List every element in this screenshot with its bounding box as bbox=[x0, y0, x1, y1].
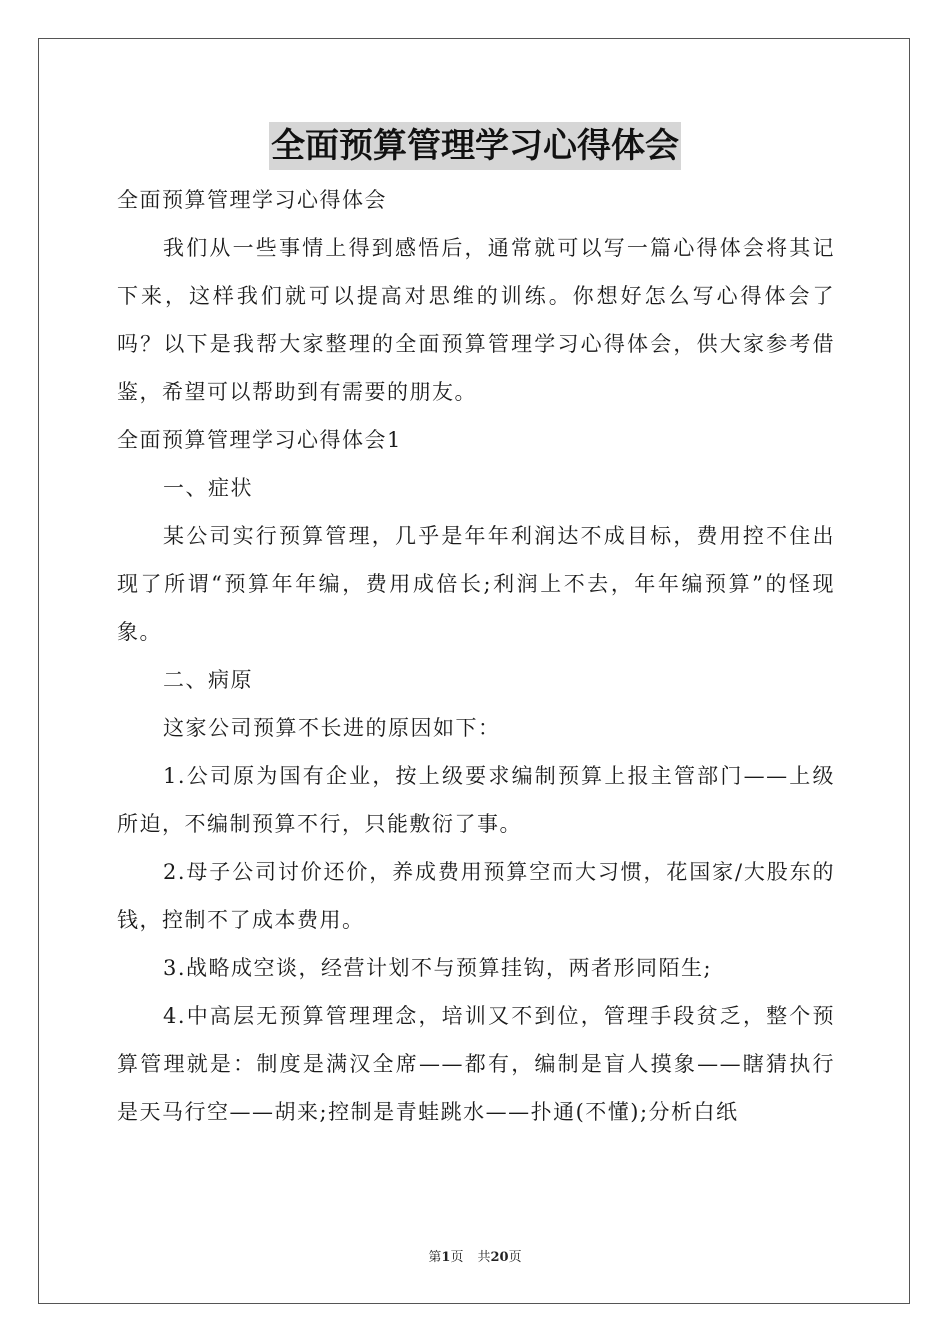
footer-page-prefix: 第 bbox=[428, 1250, 442, 1265]
document-body bbox=[117, 176, 835, 1136]
document-title bbox=[0, 122, 950, 170]
footer-total-suffix: 页 bbox=[508, 1250, 522, 1265]
document-title-text: 全面预算管理学习心得体会 bbox=[269, 122, 681, 170]
paragraph-cause-4: 4.中高层无预算管理理念，培训又不到位，管理手段贫乏，整个预算管理就是：制度是满汉全席——都有，编制是盲人摸象——瞎猜执行是天马行空——胡来;控制是青蛙跳水——扑通(不懂);分析白纸 bbox=[117, 1004, 835, 1124]
paragraph-cause-2: 2.母子公司讨价还价，养成费用预算空而大习惯，花国家/大股东的钱，控制不了成本费用。 bbox=[117, 860, 835, 932]
page-footer bbox=[0, 1246, 950, 1265]
paragraph-symptoms: 某公司实行预算管理，几乎是年年利润达不成目标，费用控不住出现了所谓“预算年年编，费用成倍长;利润上不去，年年编预算”的怪现象。 bbox=[117, 524, 835, 644]
paragraph-cause-1: 1.公司原为国有企业，按上级要求编制预算上报主管部门——上级所迫，不编制预算不行，只能敷衍了事。 bbox=[117, 764, 835, 836]
paragraph-subheading-symptoms: 一、症状 bbox=[163, 476, 253, 500]
paragraph-causes-intro: 这家公司预算不长进的原因如下： bbox=[163, 716, 501, 740]
footer-page-total: 20 bbox=[490, 1250, 509, 1265]
footer-page-current: 1 bbox=[441, 1250, 451, 1265]
paragraph-heading-repeat: 全面预算管理学习心得体会 bbox=[117, 188, 387, 212]
paragraph-section-title: 全面预算管理学习心得体会1 bbox=[117, 428, 402, 452]
paragraph-cause-3: 3.战略成空谈，经营计划不与预算挂钩，两者形同陌生; bbox=[163, 956, 713, 980]
footer-total-prefix: 共 bbox=[477, 1250, 491, 1265]
footer-page-suffix: 页 bbox=[450, 1250, 464, 1265]
paragraph-intro: 我们从一些事情上得到感悟后，通常就可以写一篇心得体会将其记下来，这样我们就可以提高对思维的训练。你想好怎么写心得体会了吗？以下是我帮大家整理的全面预算管理学习心得体会，供大家参考借鉴，希望可以帮助到有需要的朋友。 bbox=[117, 236, 835, 404]
paragraph-subheading-causes: 二、病原 bbox=[163, 668, 253, 692]
